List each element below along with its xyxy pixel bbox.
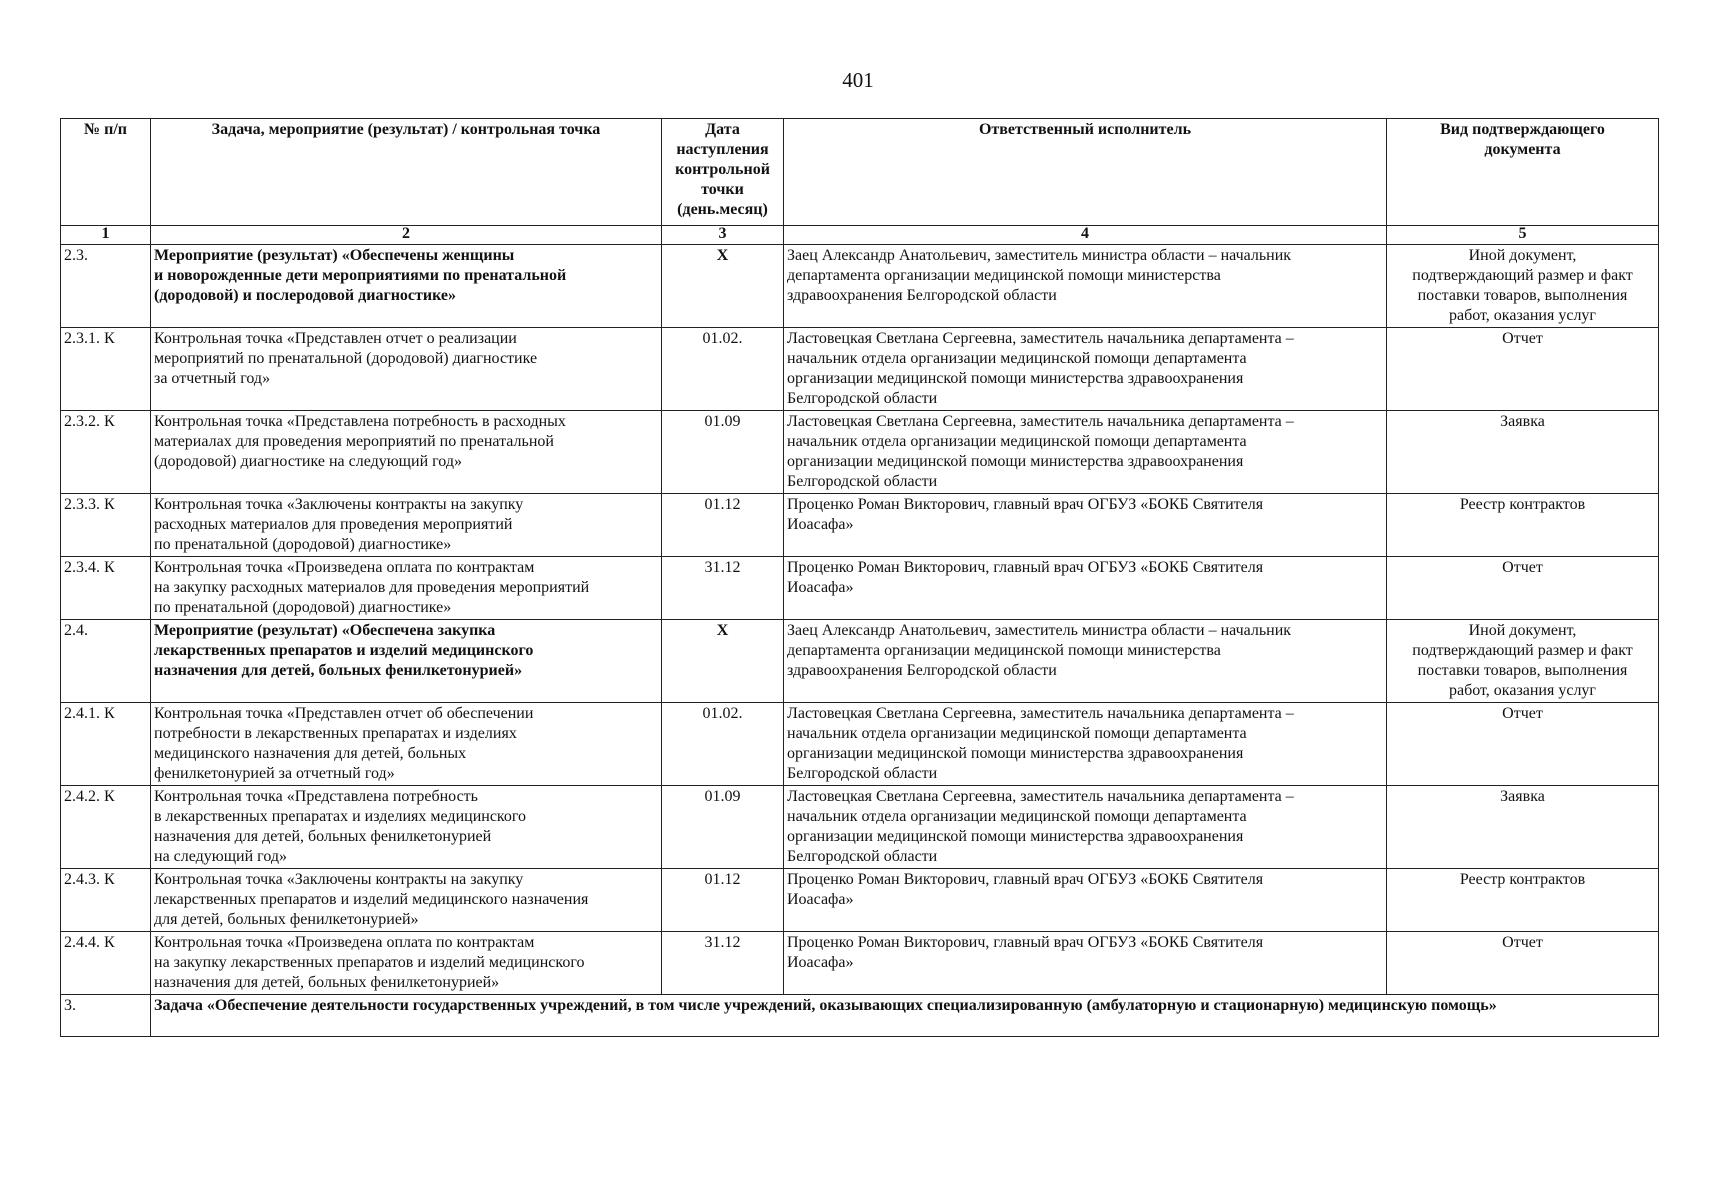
row-task: Мероприятие (результат) «Обеспечена закупка лекарственных препаратов и изделий медицинского назначения для детей, больных фенилкетонурией» xyxy=(151,620,662,703)
row-number: 2.3. xyxy=(61,245,151,328)
row-document: Реестр контрактов xyxy=(1387,869,1659,932)
row-task: Контрольная точка «Представлен отчет о реализации мероприятий по пренатальной (дородовой) диагностике за отчетный год» xyxy=(151,328,662,411)
row-task: Контрольная точка «Представлена потребность в расходных материалах для проведения мероприятий по пренатальной (дородовой) диагностике на следующий год» xyxy=(151,411,662,494)
row-number: 3. xyxy=(61,995,151,1037)
table-row xyxy=(61,328,1659,411)
row-number: 2.4.3. К xyxy=(61,869,151,932)
row-task: Контрольная точка «Заключены контракты на закупку расходных материалов для проведения мероприятий по пренатальной (дородовой) диагностике» xyxy=(151,494,662,557)
row-task: Мероприятие (результат) «Обеспечены женщины и новорожденные дети мероприятиями по пренатальной (дородовой) и послеродовой диагностике» xyxy=(151,245,662,328)
row-document: Отчет xyxy=(1387,932,1659,995)
table-row xyxy=(61,869,1659,932)
row-executor: Проценко Роман Викторович, главный врач ОГБУЗ «БОКБ Святителя Иоасафа» xyxy=(784,932,1387,995)
task-text: Задача «Обеспечение деятельности государственных учреждений, в том числе учреждений, оказывающих специализированную (амбулаторную и стационарную) медицинскую помощь» xyxy=(151,995,1659,1037)
row-date: 01.09 xyxy=(662,411,784,494)
row-date: 31.12 xyxy=(662,557,784,620)
row-executor: Проценко Роман Викторович, главный врач ОГБУЗ «БОКБ Святителя Иоасафа» xyxy=(784,557,1387,620)
column-number: 1 xyxy=(61,226,151,245)
row-date: 01.02. xyxy=(662,328,784,411)
row-task: Контрольная точка «Заключены контракты на закупку лекарственных препаратов и изделий медицинского назначения для детей, больных фенилкетонурией» xyxy=(151,869,662,932)
row-executor: Заец Александр Анатольевич, заместитель министра области – начальник департамента организации медицинской помощи министерства здравоохранения Белгородской области xyxy=(784,620,1387,703)
row-number: 2.3.2. К xyxy=(61,411,151,494)
table-row xyxy=(61,557,1659,620)
row-document: Отчет xyxy=(1387,703,1659,786)
row-number: 2.3.3. К xyxy=(61,494,151,557)
column-numbers-row xyxy=(61,226,1659,245)
row-executor: Ластовецкая Светлана Сергеевна, заместитель начальника департамента – начальник отдела организации медицинской помощи департамента организации медицинской помощи министерства здравоохранения Белгородской области xyxy=(784,786,1387,869)
row-executor: Ластовецкая Светлана Сергеевна, заместитель начальника департамента – начальник отдела организации медицинской помощи департамента организации медицинской помощи министерства здравоохранения Белгородской области xyxy=(784,328,1387,411)
row-date: 31.12 xyxy=(662,932,784,995)
row-executor: Заец Александр Анатольевич, заместитель министра области – начальник департамента организации медицинской помощи министерства здравоохранения Белгородской области xyxy=(784,245,1387,328)
header-date: Дата наступления контрольной точки (день.месяц) xyxy=(662,119,784,226)
row-task: Контрольная точка «Произведена оплата по контрактам на закупку лекарственных препаратов и изделий медицинского назначения для детей, больных фенилкетонурией» xyxy=(151,932,662,995)
row-number: 2.4.1. К xyxy=(61,703,151,786)
task-row xyxy=(61,995,1659,1037)
row-executor: Проценко Роман Викторович, главный врач ОГБУЗ «БОКБ Святителя Иоасафа» xyxy=(784,869,1387,932)
row-document: Иной документ, подтверждающий размер и факт поставки товаров, выполнения работ, оказания услуг xyxy=(1387,620,1659,703)
row-document: Реестр контрактов xyxy=(1387,494,1659,557)
row-executor: Проценко Роман Викторович, главный врач ОГБУЗ «БОКБ Святителя Иоасафа» xyxy=(784,494,1387,557)
row-task: Контрольная точка «Представлена потребность в лекарственных препаратах и изделиях медицинского назначения для детей, больных фенилкетонурией на следующий год» xyxy=(151,786,662,869)
row-date: Х xyxy=(662,620,784,703)
row-document: Отчет xyxy=(1387,557,1659,620)
row-date: Х xyxy=(662,245,784,328)
row-date: 01.12 xyxy=(662,494,784,557)
table-row xyxy=(61,932,1659,995)
table-row xyxy=(61,786,1659,869)
header-document: Вид подтверждающего документа xyxy=(1387,119,1659,226)
row-number: 2.4. xyxy=(61,620,151,703)
column-number: 4 xyxy=(784,226,1387,245)
row-task: Контрольная точка «Представлен отчет об обеспечении потребности в лекарственных препаратах и изделиях медицинского назначения для детей, больных фенилкетонурией за отчетный год» xyxy=(151,703,662,786)
row-document: Иной документ, подтверждающий размер и факт поставки товаров, выполнения работ, оказания услуг xyxy=(1387,245,1659,328)
table-row xyxy=(61,411,1659,494)
row-date: 01.02. xyxy=(662,703,784,786)
table-header-row xyxy=(61,119,1659,226)
table-row xyxy=(61,245,1659,328)
row-executor: Ластовецкая Светлана Сергеевна, заместитель начальника департамента – начальник отдела организации медицинской помощи департамента организации медицинской помощи министерства здравоохранения Белгородской области xyxy=(784,411,1387,494)
page-number: 401 xyxy=(842,68,874,92)
row-document: Заявка xyxy=(1387,786,1659,869)
table-row xyxy=(61,620,1659,703)
row-document: Отчет xyxy=(1387,328,1659,411)
column-number: 5 xyxy=(1387,226,1659,245)
row-number: 2.4.2. К xyxy=(61,786,151,869)
row-number: 2.3.1. К xyxy=(61,328,151,411)
row-number: 2.3.4. К xyxy=(61,557,151,620)
control-points-table xyxy=(60,118,1659,1037)
table-row xyxy=(61,703,1659,786)
header-task: Задача, мероприятие (результат) / контрольная точка xyxy=(151,119,662,226)
row-number: 2.4.4. К xyxy=(61,932,151,995)
row-document: Заявка xyxy=(1387,411,1659,494)
table-row xyxy=(61,494,1659,557)
column-number: 2 xyxy=(151,226,662,245)
row-date: 01.12 xyxy=(662,869,784,932)
row-task: Контрольная точка «Произведена оплата по контрактам на закупку расходных материалов для проведения мероприятий по пренатальной (дородовой) диагностике» xyxy=(151,557,662,620)
header-no: № п/п xyxy=(61,119,151,226)
column-number: 3 xyxy=(662,226,784,245)
row-date: 01.09 xyxy=(662,786,784,869)
row-executor: Ластовецкая Светлана Сергеевна, заместитель начальника департамента – начальник отдела организации медицинской помощи департамента организации медицинской помощи министерства здравоохранения Белгородской области xyxy=(784,703,1387,786)
header-executor: Ответственный исполнитель xyxy=(784,119,1387,226)
